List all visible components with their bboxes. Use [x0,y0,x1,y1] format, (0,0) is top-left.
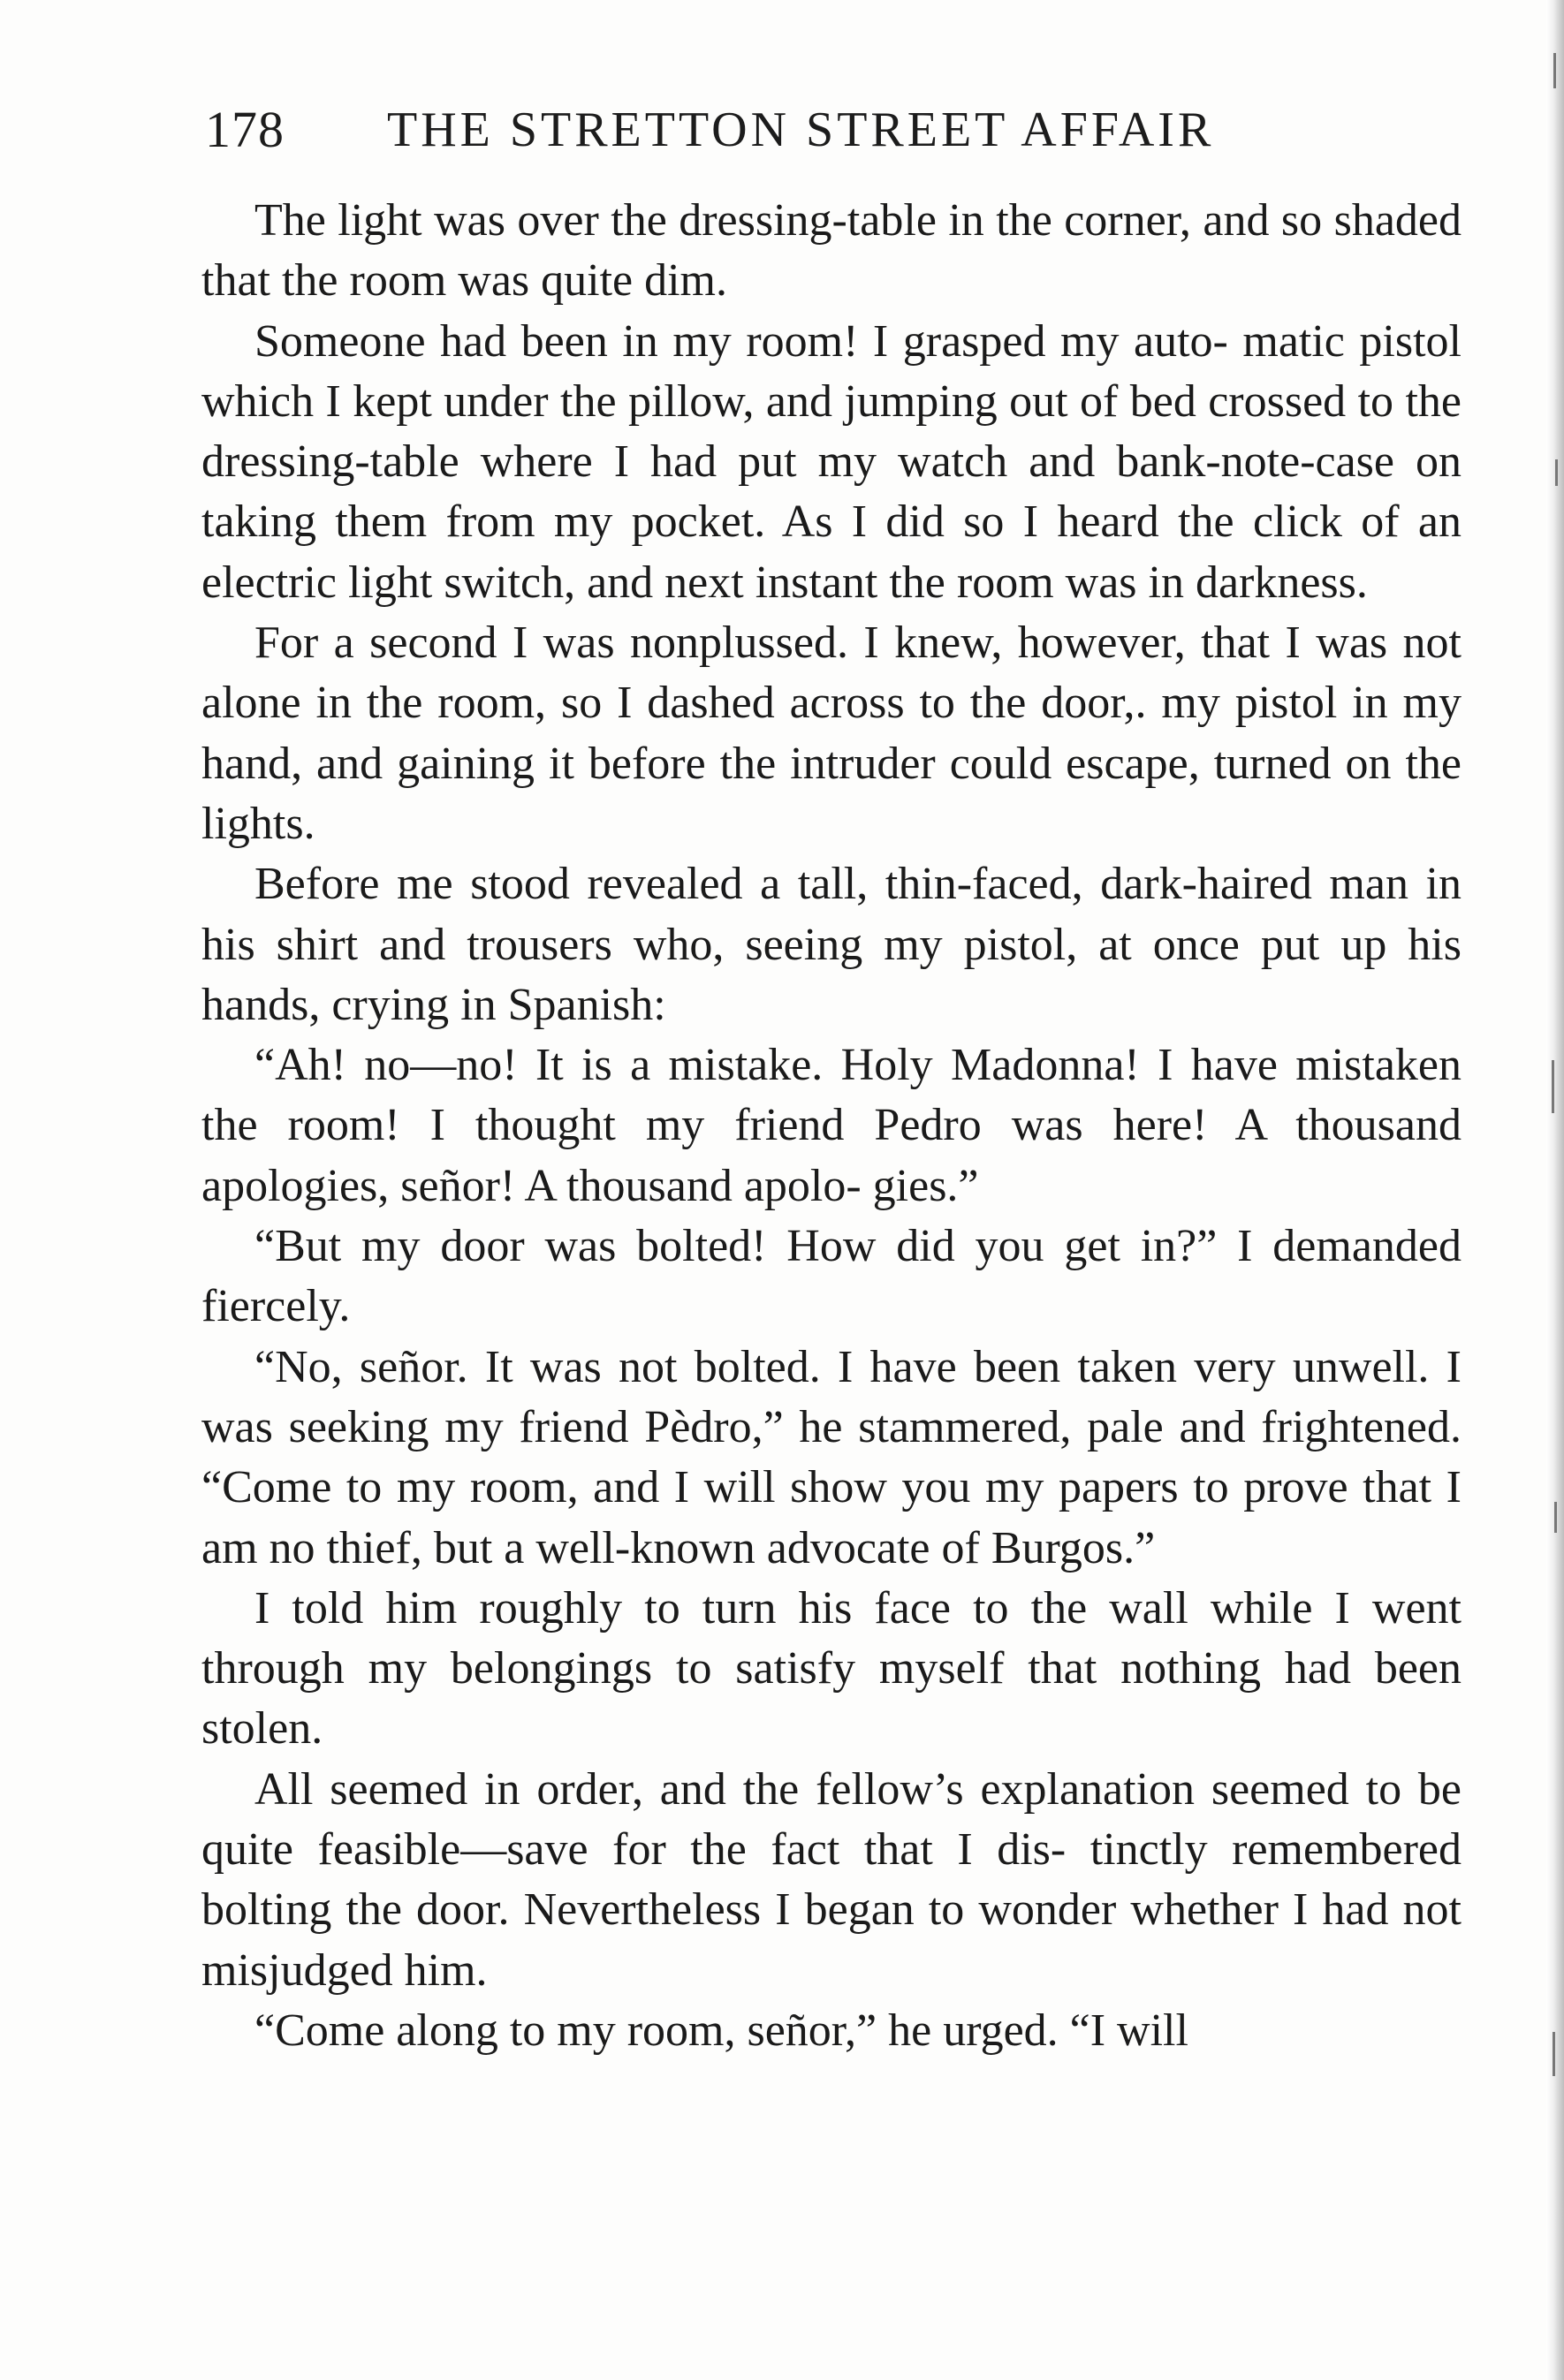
running-head [205,99,1460,161]
paragraph-2: Someone had been in my room! I grasped my auto- matic pistol which I kept under the pillow, and jumping out of bed crossed to the dressing-table where I had put my watch and bank-note-case on taking them from my pocket. As I did so I heard the click of an electric light switch, and next instant the room was in darkness. [201,315,1462,608]
paragraph-5: “Ah! no—no! It is a mistake. Holy Madonna! I have mistaken the room! I thought my friend Pedro was here! A thousand apologies, señor! A thousand apolo- gies.” [201,1040,1462,1211]
paragraph-1: The light was over the dressing-table in the corner, and so shaded that the room was quite dim. [201,195,1462,307]
page-number: 178 [205,101,285,158]
book-title: THE STRETTON STREET AFFAIR [387,102,1215,157]
paragraph-4: Before me stood revealed a tall, thin-faced, dark-haired man in his shirt and trousers who, seeing my pistol, at once put up his hands, crying in Spanish: [201,859,1462,1030]
paragraph-3: For a second I was nonplussed. I knew, however, that I was not alone in the room, so I dashed across to the door,. my pistol in my hand, and gaining it before the intruder could escape, turned on the lights. [201,618,1462,849]
body-text [201,191,1462,2061]
paragraph-10: “Come along to my room, señor,” he urged. “I will [254,2005,1188,2056]
edge-speck [1553,53,1556,88]
edge-speck [1555,459,1558,486]
edge-speck [1552,1060,1554,1113]
edge-speck [1554,1502,1557,1533]
paragraph-7: “No, señor. It was not bolted. I have been taken very unwell. I was seeking my friend Pèdro,” he stammered, pale and frightened. “Come to my room, and I will show you my papers to prove that I am no thief, but a well-known advocate of Burgos.” [201,1341,1462,1573]
page-binding-edge [1546,0,1564,2380]
paragraph-9: All seemed in order, and the fellow’s explanation seemed to be quite feasible—save for the fact that I dis- tinctly remembered bolting the door. Nevertheless I began to wonder whether I had not misjudged him. [201,1763,1462,1996]
paragraph-6: “But my door was bolted! How did you get in?” I demanded fiercely. [201,1221,1462,1332]
edge-speck [1553,2032,1555,2076]
paragraph-8: I told him roughly to turn his face to the wall while I went through my belongings to satisfy myself that nothing had been stolen. [201,1582,1462,1755]
